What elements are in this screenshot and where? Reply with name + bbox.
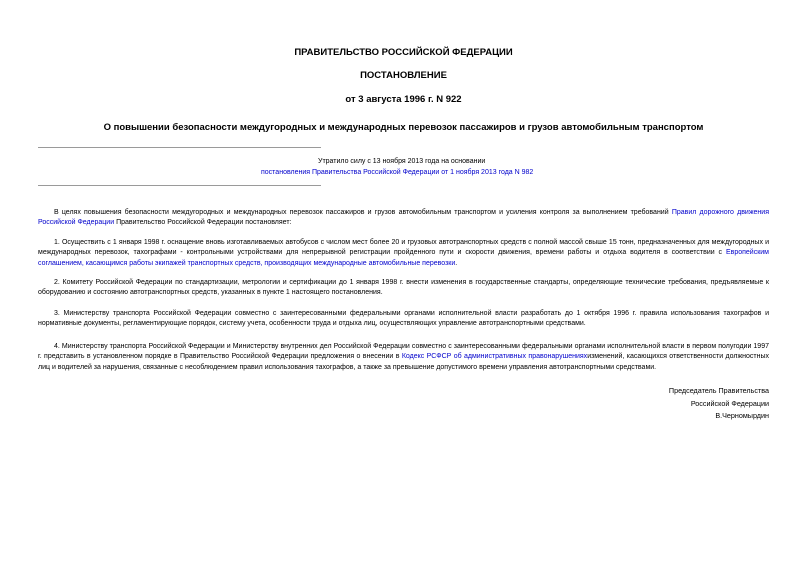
paragraph-4 [38, 342, 769, 373]
government-heading: ПРАВИТЕЛЬСТВО РОССИЙСКОЙ ФЕДЕРАЦИИ [294, 47, 513, 58]
paragraph-2 [38, 278, 769, 299]
signature-org: Российской Федерации [690, 398, 769, 408]
status-note: Утратило силу с 13 ноября 2013 года на основании [318, 158, 486, 165]
paragraph-3 [38, 309, 769, 330]
traffic-rules-link[interactable]: Правил дорожного движения Российской Федерации [38, 209, 769, 227]
divider-top [38, 147, 321, 148]
european-agreement-link[interactable]: Европейским соглашением, касающимся работы экипажей транспортных средств, производящих международные автомобильные перевозки [38, 249, 769, 267]
paragraph-text: Правительство Российской Федерации постановляет: [114, 219, 292, 227]
document-title: О повышении безопасности междугородных и международных перевозок пассажиров и грузов автомобильным транспортом [103, 122, 704, 133]
signature-title: Председатель Правительства [668, 386, 769, 395]
date-number-heading: от 3 августа 1996 г. N 922 [345, 94, 462, 105]
paragraph-text: 2. Комитету Российской Федерации по стандартизации, метрологии и сертификации до 1 января 1998 г. внести изменения в государственные стандарты, определяющие технические требования, предъявляемые к оборудованию и состоянию автотранспортных средств, указанных в пункте 1 настоящего постановления. [38, 279, 769, 297]
paragraph-preamble [38, 208, 769, 229]
paragraph-1 [38, 238, 769, 269]
paragraph-text: 4. Министерству транспорта Российской Федерации и Министерству внутренних дел Российской Федерации совместно с заинтересованными федеральными органами исполнительной власти в первом полугодии 1997 г. представить в установленном порядке в Правительство Российской Федерации предложения о внесении в [38, 343, 769, 361]
paragraph-text: В целях повышения безопасности междугородных и международных перевозок пассажиров и грузов автомобильным транспортом и усиления контроля за выполнением требований [54, 209, 672, 216]
admin-code-link[interactable]: Кодекс РСФСР об административных правонарушениях [401, 353, 588, 361]
paragraph-text: . [455, 259, 458, 267]
doc-type-heading: ПОСТАНОВЛЕНИЕ [360, 70, 447, 81]
signature-name: В.Черномырдин [715, 411, 769, 420]
repeal-link[interactable]: постановления Правительства Российской Федерации от 1 ноября 2013 года N 982 [261, 169, 534, 176]
paragraph-text: 1. Осуществить с 1 января 1998 г. оснащение вновь изготавливаемых автобусов с числом мест более 20 и грузовых автотранспортных средств с полной массой свыше 15 тонн, предназначенных для междугородных и международных перевозок, тахографами - контрольными устройствами для непрерывной регистрации пройденного пути и скорости движения, времени работы и отдыха водителя в соответствии с [38, 239, 769, 257]
paragraph-text: изменений, касающихся ответственности должностных лиц и водителей за нарушения, связанные с несоблюдением правил использования тахографов, а также за превышение допустимого времени управления автотранспортными средствами. [38, 353, 769, 371]
paragraph-text: 3. Министерству транспорта Российской Федерации совместно с заинтересованными федеральными органами исполнительной власти разработать до 1 октября 1996 г. правила использования тахографов и нормативные документы, регламентирующие порядок, систему учета, особенности труда и отдыха лиц, осуществляющих управление автотранспортными средствами. [38, 310, 769, 328]
divider-bottom [38, 185, 321, 186]
signature-block [669, 385, 769, 423]
